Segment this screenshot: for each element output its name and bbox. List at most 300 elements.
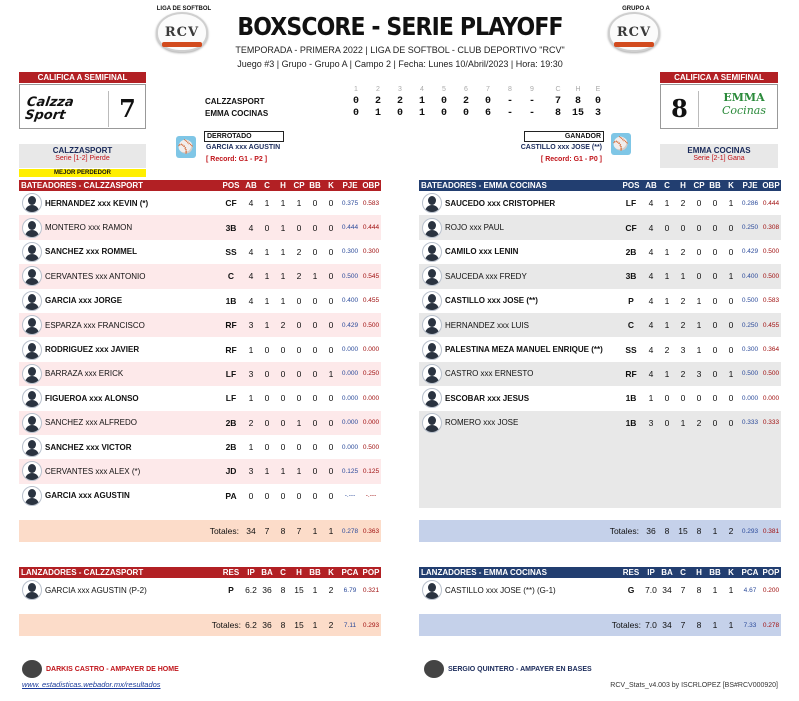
player-avatar-icon: [22, 242, 42, 262]
winner-tag: GANADOR: [524, 131, 604, 142]
stat-ab: 4: [248, 271, 254, 282]
stat-bb: 0: [712, 417, 718, 428]
stat-obp: 0.455: [362, 297, 380, 305]
player-avatar-icon: [422, 413, 442, 433]
table-row: [19, 289, 381, 313]
stat-bb: 0: [312, 393, 318, 404]
table-row: [19, 215, 381, 239]
linescore-team-name: CALZZASPORT: [205, 97, 265, 106]
total-cp: 7: [296, 526, 302, 536]
stat-ab: 1: [248, 344, 254, 355]
table-row: [19, 240, 381, 264]
stat-obp: 0.300: [362, 248, 380, 256]
stat-h: 1: [680, 417, 686, 428]
stat-bb: 0: [712, 271, 718, 282]
linescore-total-header: E: [595, 86, 601, 93]
results-link[interactable]: www. estadisticas.webador.mx/resultados: [22, 680, 161, 689]
pitcher-name: CASTILLO xxx JOSE (**) (G-1): [445, 585, 556, 595]
right-series: Serie [2-1] Gana: [693, 155, 745, 162]
stat-h: 0: [280, 344, 286, 355]
total-ba: 36: [262, 620, 272, 631]
stat-bb: 0: [712, 344, 718, 355]
column-header: K: [328, 568, 334, 577]
stat-ab: 4: [648, 271, 654, 282]
umpire-home-text: DARKIS CASTRO - AMPAYER DE HOME: [46, 665, 179, 673]
stat-obp: 0.250: [362, 370, 380, 378]
player-name: HERNANDEZ xxx KEVIN (*): [45, 198, 149, 208]
stat-bb: 0: [312, 466, 318, 477]
stat-h: 2: [680, 198, 686, 209]
linescore-total-header: H: [575, 86, 581, 93]
total-h: 15: [678, 526, 688, 536]
stat-ab: 1: [248, 442, 254, 453]
stat-h: 3: [680, 344, 686, 355]
stat-k: 0: [328, 320, 334, 331]
stat-bb: 0: [712, 222, 718, 233]
column-header: BA: [261, 568, 273, 577]
stat-pje: 0.500: [341, 272, 359, 280]
inning-runs: -: [506, 96, 513, 107]
player-name: ESCOBAR xxx JESUS: [445, 393, 530, 403]
inning-header: 3: [398, 86, 402, 93]
player-name: CERVANTES xxx ALEX (*): [45, 466, 141, 476]
stat-h: 1: [280, 222, 286, 233]
stat-pje: 0.000: [741, 394, 759, 402]
linescore-total-c: 8: [554, 108, 561, 119]
stat-c: 2: [664, 344, 670, 355]
column-header: K: [328, 181, 334, 190]
total-pje: 0.293: [741, 527, 759, 535]
totals-label: Totales:: [209, 526, 239, 536]
stat-pje: 0.300: [741, 346, 759, 354]
stat-c: 1: [264, 295, 270, 306]
stat-c: 0: [264, 442, 270, 453]
linescore-total-h: 8: [574, 96, 581, 107]
stat-cp: 0: [296, 393, 302, 404]
column-header: OBP: [762, 181, 780, 190]
player-avatar-icon: [422, 364, 442, 384]
player-name: RODRIGUEZ xxx JAVIER: [45, 345, 140, 355]
stat-cp: 1: [296, 466, 302, 477]
player-position: P: [628, 295, 634, 306]
stat-c: 1: [264, 271, 270, 282]
stat-c: 1: [264, 320, 270, 331]
player-position: 2B: [225, 417, 237, 428]
stat-h: 1: [280, 198, 286, 209]
player-name: CAMILO xxx LENIN: [445, 247, 519, 257]
stat-ab: 4: [248, 295, 254, 306]
player-position: CF: [625, 222, 637, 233]
right-pitching-table: [419, 567, 781, 636]
column-header: CP: [693, 181, 705, 190]
player-avatar-icon: [422, 291, 442, 311]
stat-cp: 0: [296, 368, 302, 379]
left-pitching-header: [19, 567, 381, 578]
table-row: [19, 435, 381, 459]
stat-cp: 0: [696, 246, 702, 257]
inning-header: 6: [464, 86, 468, 93]
inning-header: 5: [442, 86, 446, 93]
stat-c: 1: [664, 295, 670, 306]
player-avatar-icon: [22, 315, 42, 335]
stat-k: 0: [328, 442, 334, 453]
stat-h: 0: [680, 393, 686, 404]
table-row: [419, 313, 781, 337]
stat-c: 0: [264, 393, 270, 404]
player-position: LF: [225, 393, 237, 404]
column-header: BB: [709, 568, 721, 577]
stat-c: 0: [664, 393, 670, 404]
stat-ab: 2: [248, 417, 254, 428]
stat-bb: 0: [312, 490, 318, 501]
total-k: 2: [728, 526, 734, 536]
total-obp: 0.363: [362, 527, 380, 535]
right-team-card: [660, 144, 778, 168]
version-label: RCV_Stats_v4.003 by ISCRLOPEZ [BS#RCV000920]: [610, 682, 778, 689]
player-position: SS: [625, 344, 637, 355]
player-avatar-icon: [422, 242, 442, 262]
stat-k: 1: [728, 585, 734, 596]
inning-runs: 0: [484, 96, 491, 107]
player-position: CF: [225, 198, 237, 209]
inning-runs: 1: [418, 96, 425, 107]
stat-k: 0: [728, 295, 734, 306]
stat-h: 1: [280, 246, 286, 257]
winning-pitcher: CASTILLO xxx JOSE (**): [520, 144, 602, 151]
umpire-icon: [22, 660, 42, 678]
total-pca: 7.33: [743, 621, 757, 629]
inning-runs: 1: [374, 108, 381, 119]
player-position: 1B: [225, 295, 237, 306]
table-row: [419, 337, 781, 361]
player-name: FIGUEROA xxx ALONSO: [45, 393, 139, 403]
linescore: [205, 86, 605, 122]
player-name: GARCIA xxx JORGE: [45, 296, 123, 306]
column-header: C: [680, 568, 686, 577]
stat-ba: 34: [662, 585, 672, 596]
totals-label: Totales:: [609, 526, 639, 536]
stat-h: 1: [680, 271, 686, 282]
losing-pitcher-record: [ Record: G1 - P2 ]: [206, 156, 268, 163]
column-header: IP: [247, 568, 255, 577]
player-name: CASTILLO xxx JOSE (**): [445, 296, 538, 306]
stat-bb: 0: [312, 222, 318, 233]
empty-row: [419, 484, 781, 508]
total-h: 15: [294, 620, 304, 631]
player-position: 2B: [625, 246, 637, 257]
stat-pje: 0.000: [341, 370, 359, 378]
stat-k: 0: [728, 246, 734, 257]
logo-text: RCV: [616, 24, 652, 40]
stat-ba: 36: [262, 585, 272, 596]
stat-ab: 4: [648, 222, 654, 233]
left-team-card: [19, 144, 146, 168]
inning-runs: 2: [396, 96, 403, 107]
column-header: H: [296, 568, 302, 577]
left-batting-title: BATEADORES - CALZZASPORT: [21, 181, 144, 190]
left-batting-rows: [19, 191, 381, 508]
stat-bb: 0: [712, 295, 718, 306]
inning-header: 7: [486, 86, 490, 93]
stat-ab: 4: [248, 246, 254, 257]
right-score-box: [660, 84, 778, 129]
pitcher-result: P: [228, 585, 234, 596]
stat-cp: 2: [296, 246, 302, 257]
column-header: IP: [647, 568, 655, 577]
stat-c: 1: [264, 198, 270, 209]
umpire-bases-text: SERGIO QUINTERO - AMPAYER EN BASES: [448, 665, 592, 673]
player-position: C: [627, 320, 635, 331]
pitching-totals-row: [19, 614, 381, 636]
stat-cp: 0: [296, 344, 302, 355]
losing-pitcher: GARCIA xxx AGUSTIN: [206, 144, 281, 151]
stat-bb: 0: [312, 417, 318, 428]
player-avatar-icon: [22, 388, 42, 408]
stat-pje: 0.300: [341, 248, 359, 256]
player-name: ROMERO xxx JOSE: [445, 418, 519, 428]
column-header: BA: [661, 568, 673, 577]
total-pop: 0.293: [362, 621, 380, 629]
stat-bb: 0: [712, 368, 718, 379]
stat-cp: 1: [696, 320, 702, 331]
emma-logo: [711, 91, 777, 117]
stat-ab: 3: [648, 417, 654, 428]
table-row: [19, 484, 381, 508]
total-h: 8: [696, 620, 702, 631]
stat-h: 0: [280, 442, 286, 453]
player-avatar-icon: [422, 193, 442, 213]
player-avatar-icon: [22, 364, 42, 384]
stat-c: 1: [264, 466, 270, 477]
stat-bb: 0: [312, 442, 318, 453]
player-name: GARCIA xxx AGUSTIN: [45, 491, 130, 501]
player-position: C: [227, 271, 235, 282]
linescore-row-away: [205, 96, 605, 108]
stat-ab: 1: [248, 393, 254, 404]
player-position: 3B: [225, 222, 237, 233]
stat-pje: 0.125: [341, 467, 359, 475]
linescore-total-header: C: [555, 86, 561, 93]
inning-runs: 0: [440, 108, 447, 119]
stat-h: 0: [280, 490, 286, 501]
stat-bb: 0: [712, 320, 718, 331]
player-position: 2B: [225, 442, 237, 453]
right-batting-rows: [419, 191, 781, 508]
stat-h: 1: [280, 271, 286, 282]
left-pitching-title: LANZADORES - CALZZASPORT: [21, 568, 144, 577]
table-row: [19, 362, 381, 386]
stat-c: 0: [264, 368, 270, 379]
stat-obp: 0.500: [362, 443, 380, 451]
logo-text: RCV: [164, 24, 200, 40]
stat-obp: -.---: [365, 492, 377, 500]
player-position: LF: [625, 198, 637, 209]
stat-cp: 0: [296, 320, 302, 331]
stat-c: 1: [664, 320, 670, 331]
stat-obp: 0.000: [362, 419, 380, 427]
stat-pje: 0.250: [741, 224, 759, 232]
stat-obp: 0.000: [762, 394, 780, 402]
linescore-total-e: 3: [594, 108, 601, 119]
stat-ab: 4: [648, 198, 654, 209]
total-ip: 7.0: [645, 620, 657, 631]
player-position: RF: [225, 320, 237, 331]
stat-k: 1: [728, 198, 734, 209]
player-name: MONTERO xxx RAMON: [45, 223, 133, 233]
column-header: PCA: [341, 568, 359, 577]
total-c: 7: [264, 526, 270, 536]
emma-logo-line2: Cocinas: [721, 104, 766, 117]
stat-obp: 0.583: [762, 297, 780, 305]
stat-c: 0: [664, 417, 670, 428]
stat-obp: 0.000: [362, 394, 380, 402]
left-card-name: CALZZASPORT: [52, 146, 113, 155]
player-name: SANCHEZ xxx ALFREDO: [45, 418, 138, 428]
pitcher-silhouette-icon: ⚾: [176, 136, 196, 158]
player-position: 1B: [625, 393, 637, 404]
player-position: SS: [225, 246, 237, 257]
total-bb: 1: [312, 526, 318, 536]
total-ip: 6.2: [245, 620, 257, 631]
season-line: TEMPORADA - PRIMERA 2022 | LIGA DE SOFTBOL - CLUB DEPORTIVO "RCV": [235, 45, 565, 55]
column-header: POS: [622, 181, 640, 190]
total-bb: 1: [712, 526, 718, 536]
page-title: BOXSCORE - SERIE PLAYOFF: [237, 12, 563, 41]
column-header: OBP: [362, 181, 380, 190]
stat-k: 0: [728, 417, 734, 428]
stat-c: 7: [680, 585, 686, 596]
column-header: RES: [622, 568, 640, 577]
table-row: [19, 313, 381, 337]
pitcher-silhouette-icon: ⚾: [611, 133, 631, 155]
total-pca: 7.11: [343, 621, 357, 629]
stat-ab: 3: [248, 320, 254, 331]
stat-cp: 1: [296, 417, 302, 428]
stat-h: 8: [696, 585, 702, 596]
stat-h: 2: [280, 320, 286, 331]
right-card-name: EMMA COCINAS: [687, 146, 751, 155]
table-row: [419, 240, 781, 264]
column-header: POS: [222, 181, 240, 190]
total-c: 7: [680, 620, 686, 631]
stat-bb: 0: [312, 344, 318, 355]
player-avatar-icon: [22, 461, 42, 481]
stat-pop: 0.321: [362, 586, 380, 594]
stat-c: 0: [264, 417, 270, 428]
left-batting-table: [19, 180, 381, 508]
column-header: PJE: [742, 181, 758, 190]
column-header: AB: [645, 181, 657, 190]
total-k: 2: [328, 620, 334, 631]
table-row: [19, 191, 381, 215]
column-header: K: [728, 568, 734, 577]
right-batting-header: [419, 180, 781, 191]
player-name: ESPARZA xxx FRANCISCO: [45, 320, 145, 330]
stat-pje: 0.000: [341, 394, 359, 402]
linescore-row-home: [205, 108, 605, 120]
stat-ab: 4: [648, 246, 654, 257]
right-batting-table: [419, 180, 781, 508]
stat-obp: 0.000: [362, 346, 380, 354]
stat-h: 15: [294, 585, 304, 596]
stat-c: 1: [664, 246, 670, 257]
stat-pje: 0.286: [741, 199, 759, 207]
total-k: 1: [728, 620, 734, 631]
table-row: [419, 362, 781, 386]
stat-obp: 0.500: [362, 321, 380, 329]
stat-bb: 1: [312, 271, 318, 282]
total-bb: 1: [312, 620, 318, 631]
player-avatar-icon: [422, 315, 442, 335]
right-pitching-header: [419, 567, 781, 578]
stat-pje: 0.400: [741, 272, 759, 280]
table-row: [419, 264, 781, 288]
linescore-team-name: EMMA COCINAS: [205, 109, 269, 118]
column-header: H: [696, 568, 702, 577]
column-header: CP: [293, 181, 305, 190]
player-position: LF: [225, 368, 237, 379]
inning-header: 2: [376, 86, 380, 93]
inning-runs: 2: [462, 96, 469, 107]
stat-cp: 0: [296, 490, 302, 501]
stat-bb: 0: [312, 295, 318, 306]
inning-runs: 0: [440, 96, 447, 107]
stat-k: 1: [728, 271, 734, 282]
stat-bb: 0: [312, 198, 318, 209]
total-ab: 34: [246, 526, 256, 536]
loser-tag: DERROTADO: [204, 131, 284, 142]
player-position: RF: [625, 368, 637, 379]
player-name: PALESTINA MEZA MANUEL ENRIQUE (**): [445, 345, 603, 355]
player-name: SAUCEDA xxx FREDY: [445, 271, 527, 281]
stat-cp: 0: [696, 198, 702, 209]
stat-pje: 0.444: [341, 224, 359, 232]
column-header: AB: [245, 181, 257, 190]
stat-c: 1: [664, 271, 670, 282]
stat-cp: 0: [296, 295, 302, 306]
inning-runs: 1: [418, 108, 425, 119]
left-logo-caption: LIGA DE SOFTBOL: [156, 6, 212, 12]
table-row: [19, 459, 381, 483]
stat-pje: 0.375: [341, 199, 359, 207]
umpire-home: [22, 660, 179, 678]
stat-pje: 0.429: [741, 248, 759, 256]
inning-header: 4: [420, 86, 424, 93]
left-score-box: [19, 84, 146, 129]
player-avatar-icon: [22, 193, 42, 213]
inning-runs: 0: [352, 96, 359, 107]
pitcher-result: G: [627, 585, 635, 596]
stat-k: 1: [728, 368, 734, 379]
stat-obp: 0.583: [362, 199, 380, 207]
player-name: CERVANTES xxx ANTONIO: [45, 271, 146, 281]
inning-runs: -: [528, 108, 535, 119]
stat-k: 0: [728, 222, 734, 233]
total-k: 1: [328, 526, 334, 536]
inning-runs: -: [528, 96, 535, 107]
table-row: [419, 191, 781, 215]
total-bb: 1: [712, 620, 718, 631]
stat-pca: 6.79: [343, 586, 357, 594]
stat-ab: 0: [248, 490, 254, 501]
stat-h: 0: [680, 222, 686, 233]
stat-h: 0: [280, 368, 286, 379]
emma-logo-line1: EMMA: [723, 91, 765, 104]
stat-pje: 0.000: [341, 443, 359, 451]
player-name: SANCHEZ xxx VICTOR: [45, 442, 132, 452]
stat-h: 2: [680, 246, 686, 257]
stat-h: 2: [680, 368, 686, 379]
